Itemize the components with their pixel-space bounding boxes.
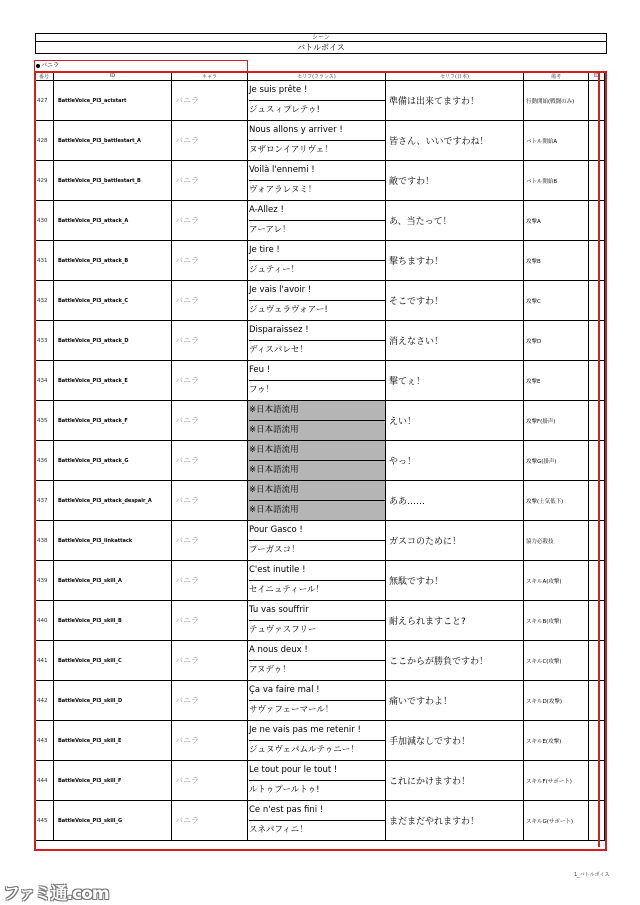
row-note: スキルF(サポート) bbox=[524, 761, 589, 801]
katakana-line: ※日本語流用 bbox=[249, 465, 299, 475]
french-line: Le tout pour le tout ! bbox=[249, 761, 385, 781]
row-note: 攻撃C bbox=[524, 281, 589, 321]
row-note: 攻撃E bbox=[524, 361, 589, 401]
french-line: Ce n'est pas fini ! bbox=[249, 801, 385, 821]
table-row bbox=[35, 721, 605, 761]
row-line-french bbox=[248, 641, 386, 681]
header-note: 備考 bbox=[524, 72, 589, 81]
row-id-2 bbox=[589, 641, 605, 681]
table-row bbox=[35, 681, 605, 721]
row-line-japanese: やっ！ bbox=[386, 441, 524, 481]
row-number: 435 bbox=[35, 401, 54, 441]
row-note: スキルD(攻撃) bbox=[524, 681, 589, 721]
row-line-japanese: 痛いですわよ！ bbox=[386, 681, 524, 721]
table-row bbox=[35, 761, 605, 801]
header-line-french: セリフ(フランス) bbox=[248, 72, 386, 81]
row-note: スキルB(攻撃) bbox=[524, 601, 589, 641]
katakana-line: スネパフィニ！ bbox=[249, 825, 308, 835]
row-id-2 bbox=[589, 481, 605, 521]
row-line-japanese: ここからが勝負ですわ！ bbox=[386, 641, 524, 681]
row-number: 443 bbox=[35, 721, 54, 761]
row-voice-id: BattleVoice_Pl3_actstart bbox=[54, 81, 172, 121]
row-number: 441 bbox=[35, 641, 54, 681]
katakana-line: フゥ！ bbox=[249, 385, 275, 395]
french-line: Pour Gasco ! bbox=[249, 521, 385, 541]
row-line-french bbox=[248, 761, 386, 801]
row-chara: バニラ bbox=[172, 201, 248, 241]
french-line: Je tire ! bbox=[249, 241, 385, 261]
row-id-2 bbox=[589, 801, 605, 841]
table-body bbox=[35, 81, 605, 841]
row-line-french bbox=[248, 481, 386, 521]
katakana-line: ヌザロンイアリヴェ！ bbox=[249, 145, 333, 155]
row-voice-id: BattleVoice_Pl3_attack_E bbox=[54, 361, 172, 401]
row-note: スキルG(サポート) bbox=[524, 801, 589, 841]
french-line: Je suis prête ! bbox=[249, 81, 385, 101]
row-note: スキルE(攻撃) bbox=[524, 721, 589, 761]
table-row bbox=[35, 81, 605, 121]
row-note: バトル開始A bbox=[524, 121, 589, 161]
french-line: ※日本語流用 bbox=[249, 481, 385, 501]
french-line: Ça va faire mal ! bbox=[249, 681, 385, 701]
row-line-french bbox=[248, 281, 386, 321]
row-voice-id: BattleVoice_Pl3_attack_B bbox=[54, 241, 172, 281]
row-id-2 bbox=[589, 201, 605, 241]
table-row bbox=[35, 441, 605, 481]
table-row bbox=[35, 801, 605, 841]
katakana-line: ディスパレセ！ bbox=[249, 345, 308, 355]
row-voice-id: BattleVoice_Pl3_attack_despair_A bbox=[54, 481, 172, 521]
row-number: 427 bbox=[35, 81, 54, 121]
row-id-2 bbox=[589, 681, 605, 721]
row-number: 437 bbox=[35, 481, 54, 521]
row-line-french bbox=[248, 321, 386, 361]
row-line-japanese: ああ…… bbox=[386, 481, 524, 521]
french-line: Je ne vais pas me retenir ! bbox=[249, 721, 385, 741]
row-line-japanese: そこですわ！ bbox=[386, 281, 524, 321]
table-row bbox=[35, 161, 605, 201]
section-label-text: バニラ bbox=[41, 62, 60, 69]
french-line: C'est inutile ! bbox=[249, 561, 385, 581]
row-voice-id: BattleVoice_Pl3_battlestart_A bbox=[54, 121, 172, 161]
katakana-line: セイニュティール！ bbox=[249, 585, 325, 595]
row-note: スキルA(攻撃) bbox=[524, 561, 589, 601]
row-line-japanese: まだまだやれますわ！ bbox=[386, 801, 524, 841]
row-chara: バニラ bbox=[172, 681, 248, 721]
row-voice-id: BattleVoice_Pl3_battlestart_B bbox=[54, 161, 172, 201]
katakana-line: ジュスィプレテゥ! bbox=[249, 105, 320, 115]
table-row bbox=[35, 521, 605, 561]
row-chara: バニラ bbox=[172, 161, 248, 201]
row-note: 攻撃F(掛声) bbox=[524, 401, 589, 441]
row-line-japanese: 敵ですわ！ bbox=[386, 161, 524, 201]
table-row bbox=[35, 321, 605, 361]
katakana-line: テュヴァスフリー bbox=[249, 625, 317, 635]
row-number: 429 bbox=[35, 161, 54, 201]
french-line: Je vais l'avoir ! bbox=[249, 281, 385, 301]
row-number: 438 bbox=[35, 521, 54, 561]
row-line-french bbox=[248, 401, 386, 441]
row-id-2 bbox=[589, 241, 605, 281]
row-chara: バニラ bbox=[172, 361, 248, 401]
row-note: スキルC(攻撃) bbox=[524, 641, 589, 681]
french-line: Voilà l'ennemi ! bbox=[249, 161, 385, 181]
french-line: Feu ! bbox=[249, 361, 385, 381]
row-id-2 bbox=[589, 761, 605, 801]
row-line-french bbox=[248, 561, 386, 601]
row-number: 431 bbox=[35, 241, 54, 281]
row-line-french bbox=[248, 801, 386, 841]
row-chara: バニラ bbox=[172, 281, 248, 321]
row-note: 攻撃A bbox=[524, 201, 589, 241]
row-chara: バニラ bbox=[172, 321, 248, 361]
row-id-2 bbox=[589, 721, 605, 761]
row-note: 攻撃B bbox=[524, 241, 589, 281]
row-number: 440 bbox=[35, 601, 54, 641]
header-id: ID bbox=[54, 72, 172, 81]
header-number: 番号 bbox=[35, 72, 54, 81]
scene-header-box bbox=[35, 33, 607, 54]
table-row bbox=[35, 121, 605, 161]
row-number: 428 bbox=[35, 121, 54, 161]
row-number: 434 bbox=[35, 361, 54, 401]
katakana-line: ジュヴェラヴォアー! bbox=[249, 305, 328, 315]
row-line-japanese: 無駄ですわ！ bbox=[386, 561, 524, 601]
row-line-japanese: 手加減なしですわ！ bbox=[386, 721, 524, 761]
voice-table bbox=[34, 71, 605, 841]
row-id-2 bbox=[589, 441, 605, 481]
row-number: 444 bbox=[35, 761, 54, 801]
row-line-japanese: ガスコのために！ bbox=[386, 521, 524, 561]
row-line-french bbox=[248, 201, 386, 241]
row-number: 430 bbox=[35, 201, 54, 241]
row-chara: バニラ bbox=[172, 241, 248, 281]
katakana-line: プーガスコ！ bbox=[249, 545, 300, 555]
row-line-french bbox=[248, 601, 386, 641]
row-id-2 bbox=[589, 601, 605, 641]
french-line: Disparaissez ! bbox=[249, 321, 385, 341]
row-id-2 bbox=[589, 281, 605, 321]
french-line: A nous deux ! bbox=[249, 641, 385, 661]
table-header-row bbox=[35, 72, 605, 81]
header-line-japanese: セリフ(日本) bbox=[386, 72, 524, 81]
row-line-japanese: これにかけますわ！ bbox=[386, 761, 524, 801]
french-line: A-Allez ! bbox=[249, 201, 385, 221]
row-chara: バニラ bbox=[172, 521, 248, 561]
row-number: 433 bbox=[35, 321, 54, 361]
row-id-2 bbox=[589, 121, 605, 161]
row-line-japanese: 準備は出来てますわ！ bbox=[386, 81, 524, 121]
row-line-french bbox=[248, 361, 386, 401]
french-line: ※日本語流用 bbox=[249, 401, 385, 421]
row-line-french bbox=[248, 521, 386, 561]
table-row bbox=[35, 241, 605, 281]
row-id-2 bbox=[589, 561, 605, 601]
page-footer: 1_バトルボイス bbox=[574, 872, 610, 878]
row-voice-id: BattleVoice_Pl3_attack_D bbox=[54, 321, 172, 361]
row-note: 攻撃(士気低下) bbox=[524, 481, 589, 521]
row-number: 445 bbox=[35, 801, 54, 841]
header-id-2: ID bbox=[589, 72, 605, 81]
row-line-japanese: 撃てぇ！ bbox=[386, 361, 524, 401]
katakana-line: ※日本語流用 bbox=[249, 425, 299, 435]
table-row bbox=[35, 401, 605, 441]
katakana-line: ヴォアラレヌミ！ bbox=[249, 185, 317, 195]
row-number: 442 bbox=[35, 681, 54, 721]
row-note: バトル開始B bbox=[524, 161, 589, 201]
katakana-line: サヴァフェーマール！ bbox=[249, 705, 334, 715]
row-voice-id: BattleVoice_Pl3_skill_G bbox=[54, 801, 172, 841]
table-row bbox=[35, 201, 605, 241]
row-chara: バニラ bbox=[172, 801, 248, 841]
table-row bbox=[35, 561, 605, 601]
section-highlight-frame bbox=[34, 60, 248, 71]
row-line-japanese: 撃ちますわ！ bbox=[386, 241, 524, 281]
row-note: 攻撃G(掛声) bbox=[524, 441, 589, 481]
row-number: 432 bbox=[35, 281, 54, 321]
row-id-2 bbox=[589, 81, 605, 121]
row-voice-id: BattleVoice_Pl3_skill_A bbox=[54, 561, 172, 601]
scene-title: バトルボイス bbox=[297, 43, 345, 52]
row-line-japanese: 耐えられますこと? bbox=[386, 601, 524, 641]
row-voice-id: BattleVoice_Pl3_skill_F bbox=[54, 761, 172, 801]
row-voice-id: BattleVoice_Pl3_skill_C bbox=[54, 641, 172, 681]
row-id-2 bbox=[589, 401, 605, 441]
row-id-2 bbox=[589, 521, 605, 561]
row-line-french bbox=[248, 81, 386, 121]
watermark-logo: ファミ通.com bbox=[3, 884, 109, 904]
row-chara: バニラ bbox=[172, 721, 248, 761]
row-id-2 bbox=[589, 161, 605, 201]
french-line: Tu vas souffrir bbox=[249, 601, 385, 621]
katakana-line: ジュヌヴェパムルテゥニー！ bbox=[249, 745, 359, 755]
katakana-line: ※日本語流用 bbox=[249, 505, 299, 515]
row-line-japanese: 皆さん、いいですわね！ bbox=[386, 121, 524, 161]
table-row bbox=[35, 601, 605, 641]
row-line-french bbox=[248, 121, 386, 161]
row-line-japanese: えい！ bbox=[386, 401, 524, 441]
katakana-line: アーアレ！ bbox=[249, 225, 291, 235]
row-chara: バニラ bbox=[172, 761, 248, 801]
table-row bbox=[35, 641, 605, 681]
french-line: ※日本語流用 bbox=[249, 441, 385, 461]
row-chara: バニラ bbox=[172, 561, 248, 601]
row-voice-id: BattleVoice_Pl3_attack_F bbox=[54, 401, 172, 441]
row-voice-id: BattleVoice_Pl3_skill_D bbox=[54, 681, 172, 721]
row-note: 攻撃D bbox=[524, 321, 589, 361]
row-chara: バニラ bbox=[172, 641, 248, 681]
row-id-2 bbox=[589, 321, 605, 361]
row-id-2 bbox=[589, 361, 605, 401]
katakana-line: ルトゥプールトゥ! bbox=[249, 785, 320, 795]
row-voice-id: BattleVoice_Pl3_linkattack bbox=[54, 521, 172, 561]
row-chara: バニラ bbox=[172, 401, 248, 441]
row-line-japanese: 消えなさい！ bbox=[386, 321, 524, 361]
row-line-japanese: あ、当たって！ bbox=[386, 201, 524, 241]
row-note: 行動開始(戦闘のみ) bbox=[524, 81, 589, 121]
row-line-french bbox=[248, 441, 386, 481]
header-chara: キャラ bbox=[172, 72, 248, 81]
row-chara: バニラ bbox=[172, 441, 248, 481]
row-chara: バニラ bbox=[172, 601, 248, 641]
row-line-french bbox=[248, 161, 386, 201]
row-voice-id: BattleVoice_Pl3_skill_E bbox=[54, 721, 172, 761]
scene-label: シーン bbox=[36, 34, 606, 42]
row-line-french bbox=[248, 721, 386, 761]
row-number: 436 bbox=[35, 441, 54, 481]
row-voice-id: BattleVoice_Pl3_attack_C bbox=[54, 281, 172, 321]
katakana-line: アヌデゥ！ bbox=[249, 665, 291, 675]
katakana-line: ジュティー！ bbox=[249, 265, 300, 275]
row-voice-id: BattleVoice_Pl3_skill_B bbox=[54, 601, 172, 641]
row-note: 協力必殺技 bbox=[524, 521, 589, 561]
row-voice-id: BattleVoice_Pl3_attack_A bbox=[54, 201, 172, 241]
french-line: Nous allons y arriver ! bbox=[249, 121, 385, 141]
row-voice-id: BattleVoice_Pl3_attack_G bbox=[54, 441, 172, 481]
row-line-french bbox=[248, 241, 386, 281]
row-chara: バニラ bbox=[172, 121, 248, 161]
row-line-french bbox=[248, 681, 386, 721]
row-chara: バニラ bbox=[172, 81, 248, 121]
table-row bbox=[35, 361, 605, 401]
row-number: 439 bbox=[35, 561, 54, 601]
section-label bbox=[36, 62, 59, 69]
table-row bbox=[35, 481, 605, 521]
bullet-icon bbox=[36, 64, 40, 68]
row-chara: バニラ bbox=[172, 481, 248, 521]
table-row bbox=[35, 281, 605, 321]
